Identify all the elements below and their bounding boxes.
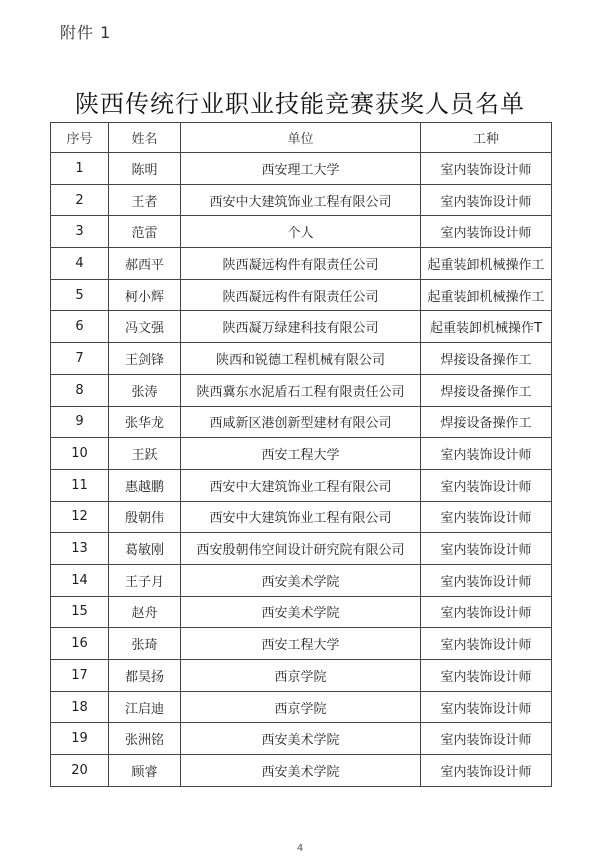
table-row: [51, 691, 552, 723]
cell-unit: 西安工程大学: [181, 438, 421, 470]
cell-unit: 西安中大建筑饰业工程有限公司: [181, 184, 421, 216]
table-row: [51, 343, 552, 375]
cell-index: 19: [51, 723, 109, 755]
cell-unit: 西京学院: [181, 691, 421, 723]
cell-trade: 室内装饰设计师: [421, 438, 552, 470]
table-row: [51, 374, 552, 406]
cell-unit: 西安理工大学: [181, 153, 421, 185]
table-row: [51, 660, 552, 692]
cell-trade: 室内装饰设计师: [421, 660, 552, 692]
table-row: [51, 755, 552, 787]
table-row: [51, 564, 552, 596]
header-unit: 单位: [181, 123, 421, 153]
cell-name: 殷朝伟: [109, 501, 181, 533]
table-row: [51, 311, 552, 343]
cell-name: 王跃: [109, 438, 181, 470]
cell-trade: 室内装饰设计师: [421, 723, 552, 755]
cell-name: 范雷: [109, 216, 181, 248]
cell-index: 7: [51, 343, 109, 375]
cell-name: 赵舟: [109, 596, 181, 628]
cell-index: 13: [51, 533, 109, 565]
cell-name: 江启迪: [109, 691, 181, 723]
cell-index: 15: [51, 596, 109, 628]
cell-trade: 室内装饰设计师: [421, 564, 552, 596]
cell-index: 4: [51, 248, 109, 280]
cell-unit: 西安殷朝伟空间设计研究院有限公司: [181, 533, 421, 565]
cell-unit: 西安美术学院: [181, 564, 421, 596]
cell-index: 5: [51, 279, 109, 311]
cell-index: 17: [51, 660, 109, 692]
document-title: 陕西传统行业职业技能竞赛获奖人员名单: [75, 90, 525, 118]
cell-trade: 室内装饰设计师: [421, 184, 552, 216]
awardees-table: [50, 122, 552, 787]
cell-unit: 个人: [181, 216, 421, 248]
cell-unit: 西安工程大学: [181, 628, 421, 660]
cell-trade: 室内装饰设计师: [421, 755, 552, 787]
cell-unit: 西安美术学院: [181, 596, 421, 628]
table-row: [51, 248, 552, 280]
table-row: [51, 216, 552, 248]
cell-trade: 室内装饰设计师: [421, 628, 552, 660]
cell-name: 王子月: [109, 564, 181, 596]
cell-trade: 室内装饰设计师: [421, 216, 552, 248]
table-row: [51, 533, 552, 565]
table-row: [51, 406, 552, 438]
cell-unit: 陕西凝远构件有限责任公司: [181, 279, 421, 311]
cell-name: 张华龙: [109, 406, 181, 438]
cell-unit: 陕西凝万绿建科技有限公司: [181, 311, 421, 343]
cell-trade: 室内装饰设计师: [421, 469, 552, 501]
cell-unit: 西咸新区港创新型建材有限公司: [181, 406, 421, 438]
cell-unit: 陕西和锐德工程机械有限公司: [181, 343, 421, 375]
attachment-label: 附件 1: [60, 23, 112, 42]
cell-trade: 室内装饰设计师: [421, 153, 552, 185]
cell-index: 20: [51, 755, 109, 787]
cell-index: 14: [51, 564, 109, 596]
page-number: 4: [296, 843, 304, 854]
cell-name: 王者: [109, 184, 181, 216]
cell-name: 张洲铭: [109, 723, 181, 755]
table-row: [51, 279, 552, 311]
cell-unit: 西京学院: [181, 660, 421, 692]
cell-trade: 起重装卸机械操作工: [421, 248, 552, 280]
cell-trade: 焊接设备操作工: [421, 374, 552, 406]
cell-trade: 起重装卸机械操作工: [421, 279, 552, 311]
cell-trade: 焊接设备操作工: [421, 406, 552, 438]
cell-index: 8: [51, 374, 109, 406]
cell-index: 6: [51, 311, 109, 343]
cell-index: 3: [51, 216, 109, 248]
cell-trade: 室内装饰设计师: [421, 596, 552, 628]
cell-name: 惠越鹏: [109, 469, 181, 501]
cell-unit: 陕西凝远构件有限责任公司: [181, 248, 421, 280]
cell-name: 柯小辉: [109, 279, 181, 311]
table-body: [51, 153, 552, 787]
header-trade: 工种: [421, 123, 552, 153]
table-row: [51, 184, 552, 216]
cell-name: 冯文强: [109, 311, 181, 343]
cell-name: 王剑锋: [109, 343, 181, 375]
cell-trade: 起重装卸机械操作T: [421, 311, 552, 343]
cell-index: 10: [51, 438, 109, 470]
cell-name: 郝西平: [109, 248, 181, 280]
cell-index: 16: [51, 628, 109, 660]
table-row: [51, 438, 552, 470]
cell-name: 张琦: [109, 628, 181, 660]
cell-unit: 西安中大建筑饰业工程有限公司: [181, 469, 421, 501]
cell-index: 2: [51, 184, 109, 216]
cell-name: 都昊扬: [109, 660, 181, 692]
cell-index: 18: [51, 691, 109, 723]
cell-index: 1: [51, 153, 109, 185]
table-row: [51, 596, 552, 628]
table-row: [51, 723, 552, 755]
header-name: 姓名: [109, 123, 181, 153]
cell-index: 11: [51, 469, 109, 501]
header-index: 序号: [51, 123, 109, 153]
cell-trade: 室内装饰设计师: [421, 691, 552, 723]
cell-name: 陈明: [109, 153, 181, 185]
table-row: [51, 153, 552, 185]
cell-index: 9: [51, 406, 109, 438]
cell-index: 12: [51, 501, 109, 533]
cell-trade: 室内装饰设计师: [421, 501, 552, 533]
cell-unit: 西安美术学院: [181, 723, 421, 755]
cell-trade: 室内装饰设计师: [421, 533, 552, 565]
cell-trade: 焊接设备操作工: [421, 343, 552, 375]
table-row: [51, 501, 552, 533]
cell-unit: 西安美术学院: [181, 755, 421, 787]
cell-unit: 西安中大建筑饰业工程有限公司: [181, 501, 421, 533]
cell-name: 顾睿: [109, 755, 181, 787]
table-row: [51, 469, 552, 501]
table-header-row: [51, 123, 552, 153]
cell-name: 葛敏刚: [109, 533, 181, 565]
table-row: [51, 628, 552, 660]
cell-name: 张涛: [109, 374, 181, 406]
cell-unit: 陕西冀东水泥盾石工程有限责任公司: [181, 374, 421, 406]
